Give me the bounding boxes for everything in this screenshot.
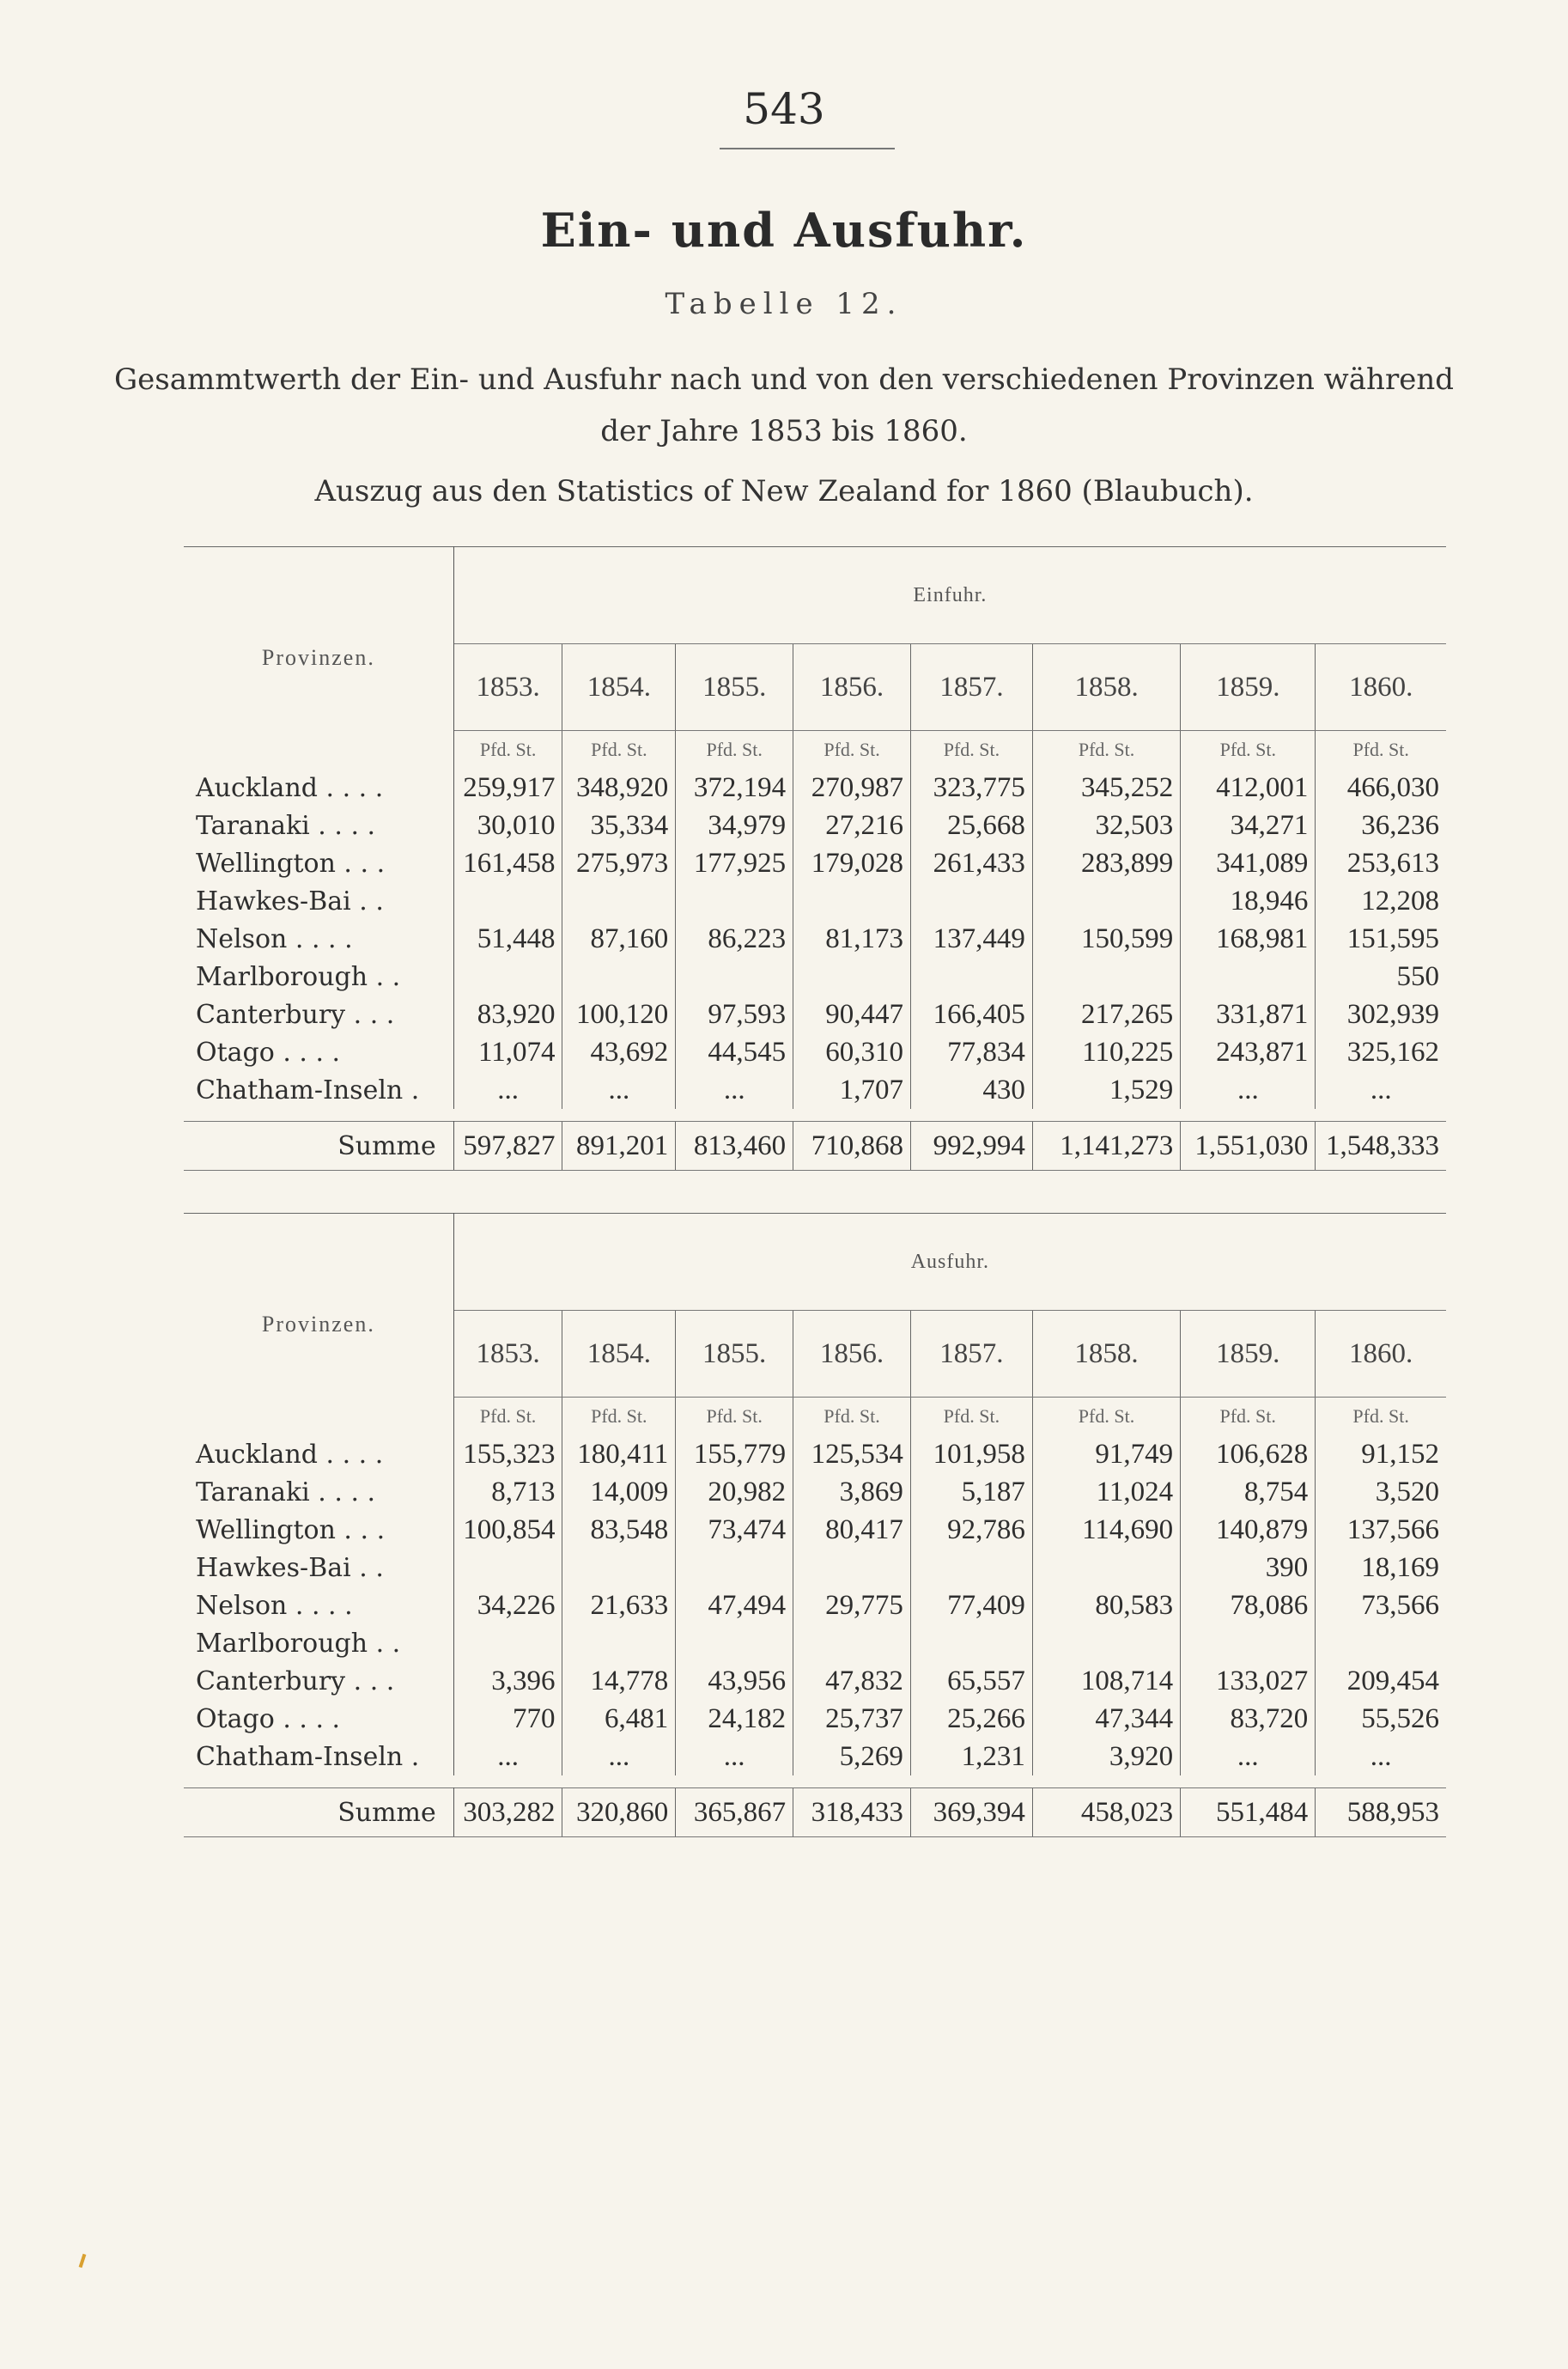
value-cell: 430 (910, 1071, 1032, 1109)
value-cell: 150,599 (1032, 920, 1180, 958)
value-cell: 20,982 (676, 1473, 793, 1511)
sum-value: 318,433 (793, 1788, 911, 1837)
value-cell: 34,271 (1181, 807, 1316, 844)
value-cell: 323,775 (910, 769, 1032, 807)
value-cell: 209,454 (1316, 1662, 1446, 1700)
table-row (184, 958, 1446, 996)
unit-label: Pfd. St. (453, 731, 562, 770)
sum-label: Summe (184, 1122, 453, 1171)
value-cell: ... (562, 1071, 676, 1109)
table-row (184, 1662, 1446, 1700)
sum-value: 992,994 (910, 1122, 1032, 1171)
year-header: 1856. (793, 1311, 911, 1398)
year-header: 1859. (1181, 644, 1316, 731)
value-cell: 87,160 (562, 920, 676, 958)
unit-label: Pfd. St. (1316, 1398, 1446, 1436)
year-header: 1856. (793, 644, 911, 731)
unit-label: Pfd. St. (562, 731, 676, 770)
value-cell: 92,786 (910, 1511, 1032, 1549)
value-cell: 65,557 (910, 1662, 1032, 1700)
value-cell: 100,854 (453, 1511, 562, 1549)
value-cell: 32,503 (1032, 807, 1180, 844)
value-cell (676, 958, 793, 996)
spacer-row (184, 1775, 1446, 1788)
year-header: 1854. (562, 1311, 676, 1398)
province-name: Hawkes-Bai . . (184, 882, 453, 920)
sum-value: 320,860 (562, 1788, 676, 1837)
value-cell: 18,169 (1316, 1549, 1446, 1586)
value-cell: 21,633 (562, 1586, 676, 1624)
year-header: 1860. (1316, 1311, 1446, 1398)
sum-value: 588,953 (1316, 1788, 1446, 1837)
province-name: Chatham-Inseln . (184, 1738, 453, 1775)
table-row (184, 1435, 1446, 1473)
value-cell: 3,520 (1316, 1473, 1446, 1511)
value-cell: 161,458 (453, 844, 562, 882)
sum-row (184, 1122, 1446, 1171)
table-row (184, 1473, 1446, 1511)
sum-row (184, 1788, 1446, 1837)
value-cell: 3,396 (453, 1662, 562, 1700)
value-cell: 18,946 (1181, 882, 1316, 920)
province-name: Auckland . . . . (184, 769, 453, 807)
value-cell: 86,223 (676, 920, 793, 958)
value-cell: 101,958 (910, 1435, 1032, 1473)
province-name: Otago . . . . (184, 1033, 453, 1071)
table-row (184, 1586, 1446, 1624)
value-cell: 73,566 (1316, 1586, 1446, 1624)
province-column-header: Provinzen. (184, 547, 453, 770)
value-cell: 6,481 (562, 1700, 676, 1738)
value-cell: 83,720 (1181, 1700, 1316, 1738)
value-cell: 81,173 (793, 920, 911, 958)
value-cell: 348,920 (562, 769, 676, 807)
value-cell: 29,775 (793, 1586, 911, 1624)
sum-label: Summe (184, 1788, 453, 1837)
unit-label: Pfd. St. (676, 1398, 793, 1436)
province-name: Wellington . . . (184, 1511, 453, 1549)
value-cell: 114,690 (1032, 1511, 1180, 1549)
source-note: Auszug aus den Statistics of New Zealand for 1860 (Blaubuch). (314, 474, 1254, 509)
value-cell (793, 1624, 911, 1662)
value-cell: 270,987 (793, 769, 911, 807)
unit-label: Pfd. St. (1181, 731, 1316, 770)
value-cell: 11,024 (1032, 1473, 1180, 1511)
value-cell: 60,310 (793, 1033, 911, 1071)
value-cell: 8,754 (1181, 1473, 1316, 1511)
value-cell: 47,344 (1032, 1700, 1180, 1738)
description-line-1: Gesammtwerth der Ein- und Ausfuhr nach und von den verschiedenen Provinzen während (114, 362, 1454, 397)
value-cell: 253,613 (1316, 844, 1446, 882)
value-cell (676, 882, 793, 920)
value-cell: 47,832 (793, 1662, 911, 1700)
table-row (184, 920, 1446, 958)
value-cell: ... (1181, 1738, 1316, 1775)
province-name: Nelson . . . . (184, 920, 453, 958)
value-cell: 78,086 (1181, 1586, 1316, 1624)
value-cell: 1,231 (910, 1738, 1032, 1775)
year-header: 1858. (1032, 644, 1180, 731)
value-cell: 155,779 (676, 1435, 793, 1473)
year-header: 1857. (910, 1311, 1032, 1398)
value-cell (1032, 1624, 1180, 1662)
value-cell: 390 (1181, 1549, 1316, 1586)
value-cell: 34,226 (453, 1586, 562, 1624)
value-cell: 770 (453, 1700, 562, 1738)
value-cell: 36,236 (1316, 807, 1446, 844)
sum-value: 1,548,333 (1316, 1122, 1446, 1171)
table-description (0, 354, 1568, 457)
table-row (184, 1549, 1446, 1586)
ink-mark (79, 2254, 87, 2268)
value-cell (793, 1549, 911, 1586)
value-cell: 14,009 (562, 1473, 676, 1511)
value-cell: 345,252 (1032, 769, 1180, 807)
value-cell: 133,027 (1181, 1662, 1316, 1700)
value-cell (453, 1549, 562, 1586)
unit-label: Pfd. St. (793, 731, 911, 770)
unit-label: Pfd. St. (910, 731, 1032, 770)
value-cell: 108,714 (1032, 1662, 1180, 1700)
value-cell (562, 1549, 676, 1586)
value-cell: 372,194 (676, 769, 793, 807)
value-cell (453, 1624, 562, 1662)
value-cell: 341,089 (1181, 844, 1316, 882)
value-cell: 25,737 (793, 1700, 911, 1738)
table-header-row (184, 547, 1446, 644)
sum-value: 458,023 (1032, 1788, 1180, 1837)
unit-label: Pfd. St. (1316, 731, 1446, 770)
spacer-cell (184, 1109, 1446, 1122)
year-header: 1857. (910, 644, 1032, 731)
value-cell: 83,548 (562, 1511, 676, 1549)
value-cell: 90,447 (793, 996, 911, 1033)
value-cell (676, 1624, 793, 1662)
table-label: Tabelle 12. (665, 287, 903, 321)
value-cell: 100,120 (562, 996, 676, 1033)
table-row (184, 1700, 1446, 1738)
year-header: 1853. (453, 644, 562, 731)
value-cell: 55,526 (1316, 1700, 1446, 1738)
province-name: Taranaki . . . . (184, 1473, 453, 1511)
table-row (184, 1033, 1446, 1071)
unit-label: Pfd. St. (1032, 1398, 1180, 1436)
value-cell: 97,593 (676, 996, 793, 1033)
value-cell: 77,409 (910, 1586, 1032, 1624)
value-cell (910, 882, 1032, 920)
value-cell: 80,417 (793, 1511, 911, 1549)
table-row (184, 1511, 1446, 1549)
value-cell (1316, 1624, 1446, 1662)
table-group-label: Einfuhr. (453, 547, 1446, 644)
value-cell (1032, 882, 1180, 920)
value-cell: 125,534 (793, 1435, 911, 1473)
unit-label: Pfd. St. (562, 1398, 676, 1436)
value-cell: 5,269 (793, 1738, 911, 1775)
value-cell (910, 1624, 1032, 1662)
value-cell (562, 882, 676, 920)
unit-label: Pfd. St. (793, 1398, 911, 1436)
value-cell: 80,583 (1032, 1586, 1180, 1624)
value-cell: 24,182 (676, 1700, 793, 1738)
value-cell: 302,939 (1316, 996, 1446, 1033)
unit-label: Pfd. St. (453, 1398, 562, 1436)
year-header: 1853. (453, 1311, 562, 1398)
value-cell (1181, 1624, 1316, 1662)
value-cell: 77,834 (910, 1033, 1032, 1071)
value-cell: 1,707 (793, 1071, 911, 1109)
sum-value: 597,827 (453, 1122, 562, 1171)
province-name: Auckland . . . . (184, 1435, 453, 1473)
value-cell: 412,001 (1181, 769, 1316, 807)
value-cell: 34,979 (676, 807, 793, 844)
province-name: Wellington . . . (184, 844, 453, 882)
sum-value: 1,141,273 (1032, 1122, 1180, 1171)
year-header: 1860. (1316, 644, 1446, 731)
value-cell (793, 882, 911, 920)
page-number: 543 (743, 84, 825, 134)
value-cell: 110,225 (1032, 1033, 1180, 1071)
value-cell: 275,973 (562, 844, 676, 882)
year-header: 1855. (676, 644, 793, 731)
value-cell (1181, 958, 1316, 996)
table-header-row (184, 1214, 1446, 1311)
import-table (184, 546, 1446, 1171)
unit-label: Pfd. St. (1181, 1398, 1316, 1436)
value-cell: ... (676, 1071, 793, 1109)
value-cell: 140,879 (1181, 1511, 1316, 1549)
province-name: Taranaki . . . . (184, 807, 453, 844)
table-row (184, 844, 1446, 882)
value-cell: 261,433 (910, 844, 1032, 882)
value-cell: 106,628 (1181, 1435, 1316, 1473)
value-cell: ... (1181, 1071, 1316, 1109)
value-cell: 25,668 (910, 807, 1032, 844)
value-cell: 91,749 (1032, 1435, 1180, 1473)
value-cell: 73,474 (676, 1511, 793, 1549)
value-cell: 11,074 (453, 1033, 562, 1071)
value-cell: 217,265 (1032, 996, 1180, 1033)
value-cell (910, 958, 1032, 996)
value-cell: 259,917 (453, 769, 562, 807)
year-header: 1858. (1032, 1311, 1180, 1398)
value-cell: ... (1316, 1738, 1446, 1775)
value-cell (910, 1549, 1032, 1586)
export-table (184, 1213, 1446, 1837)
table-row (184, 1738, 1446, 1775)
unit-label: Pfd. St. (910, 1398, 1032, 1436)
table-row (184, 1071, 1446, 1109)
province-name: Otago . . . . (184, 1700, 453, 1738)
value-cell: ... (453, 1738, 562, 1775)
value-cell: 8,713 (453, 1473, 562, 1511)
sum-value: 551,484 (1181, 1788, 1316, 1837)
spacer-cell (184, 1775, 1446, 1788)
value-cell (1032, 1549, 1180, 1586)
sum-value: 813,460 (676, 1122, 793, 1171)
year-header: 1855. (676, 1311, 793, 1398)
value-cell: 179,028 (793, 844, 911, 882)
sum-value: 369,394 (910, 1788, 1032, 1837)
value-cell: 35,334 (562, 807, 676, 844)
value-cell: 180,411 (562, 1435, 676, 1473)
province-name: Canterbury . . . (184, 1662, 453, 1700)
table-row (184, 769, 1446, 807)
page-number-rule (720, 148, 895, 149)
value-cell: 25,266 (910, 1700, 1032, 1738)
spacer-row (184, 1109, 1446, 1122)
year-header: 1859. (1181, 1311, 1316, 1398)
value-cell: 550 (1316, 958, 1446, 996)
province-name: Marlborough . . (184, 958, 453, 996)
value-cell: 12,208 (1316, 882, 1446, 920)
page-title: Ein- und Ausfuhr. (540, 203, 1028, 258)
value-cell: 155,323 (453, 1435, 562, 1473)
value-cell: 27,216 (793, 807, 911, 844)
value-cell: 43,692 (562, 1033, 676, 1071)
value-cell (1032, 958, 1180, 996)
value-cell: 137,449 (910, 920, 1032, 958)
value-cell: 283,899 (1032, 844, 1180, 882)
value-cell: 51,448 (453, 920, 562, 958)
unit-label: Pfd. St. (676, 731, 793, 770)
value-cell: ... (562, 1738, 676, 1775)
unit-label: Pfd. St. (1032, 731, 1180, 770)
value-cell (562, 958, 676, 996)
value-cell: 168,981 (1181, 920, 1316, 958)
value-cell: 43,956 (676, 1662, 793, 1700)
province-name: Marlborough . . (184, 1624, 453, 1662)
value-cell: 47,494 (676, 1586, 793, 1624)
province-name: Hawkes-Bai . . (184, 1549, 453, 1586)
sum-value: 303,282 (453, 1788, 562, 1837)
value-cell: 166,405 (910, 996, 1032, 1033)
table-row (184, 882, 1446, 920)
value-cell: 325,162 (1316, 1033, 1446, 1071)
table-row (184, 807, 1446, 844)
province-column-header: Provinzen. (184, 1214, 453, 1436)
value-cell (562, 1624, 676, 1662)
sum-value: 710,868 (793, 1122, 911, 1171)
sum-value: 1,551,030 (1181, 1122, 1316, 1171)
table-group-label: Ausfuhr. (453, 1214, 1446, 1311)
value-cell: 30,010 (453, 807, 562, 844)
value-cell: 243,871 (1181, 1033, 1316, 1071)
value-cell: 83,920 (453, 996, 562, 1033)
description-line-2: der Jahre 1853 bis 1860. (600, 414, 968, 448)
province-name: Chatham-Inseln . (184, 1071, 453, 1109)
value-cell: 1,529 (1032, 1071, 1180, 1109)
value-cell: 91,152 (1316, 1435, 1446, 1473)
table-row (184, 996, 1446, 1033)
value-cell: 3,869 (793, 1473, 911, 1511)
value-cell: 5,187 (910, 1473, 1032, 1511)
value-cell: 137,566 (1316, 1511, 1446, 1549)
value-cell (676, 1549, 793, 1586)
value-cell: 177,925 (676, 844, 793, 882)
value-cell: ... (1316, 1071, 1446, 1109)
table-row (184, 1624, 1446, 1662)
value-cell: ... (453, 1071, 562, 1109)
value-cell: ... (676, 1738, 793, 1775)
value-cell: 331,871 (1181, 996, 1316, 1033)
province-name: Canterbury . . . (184, 996, 453, 1033)
value-cell: 151,595 (1316, 920, 1446, 958)
sum-value: 365,867 (676, 1788, 793, 1837)
value-cell (453, 958, 562, 996)
value-cell: 14,778 (562, 1662, 676, 1700)
province-name: Nelson . . . . (184, 1586, 453, 1624)
value-cell (453, 882, 562, 920)
value-cell: 466,030 (1316, 769, 1446, 807)
value-cell: 3,920 (1032, 1738, 1180, 1775)
sum-value: 891,201 (562, 1122, 676, 1171)
value-cell (793, 958, 911, 996)
year-header: 1854. (562, 644, 676, 731)
value-cell: 44,545 (676, 1033, 793, 1071)
